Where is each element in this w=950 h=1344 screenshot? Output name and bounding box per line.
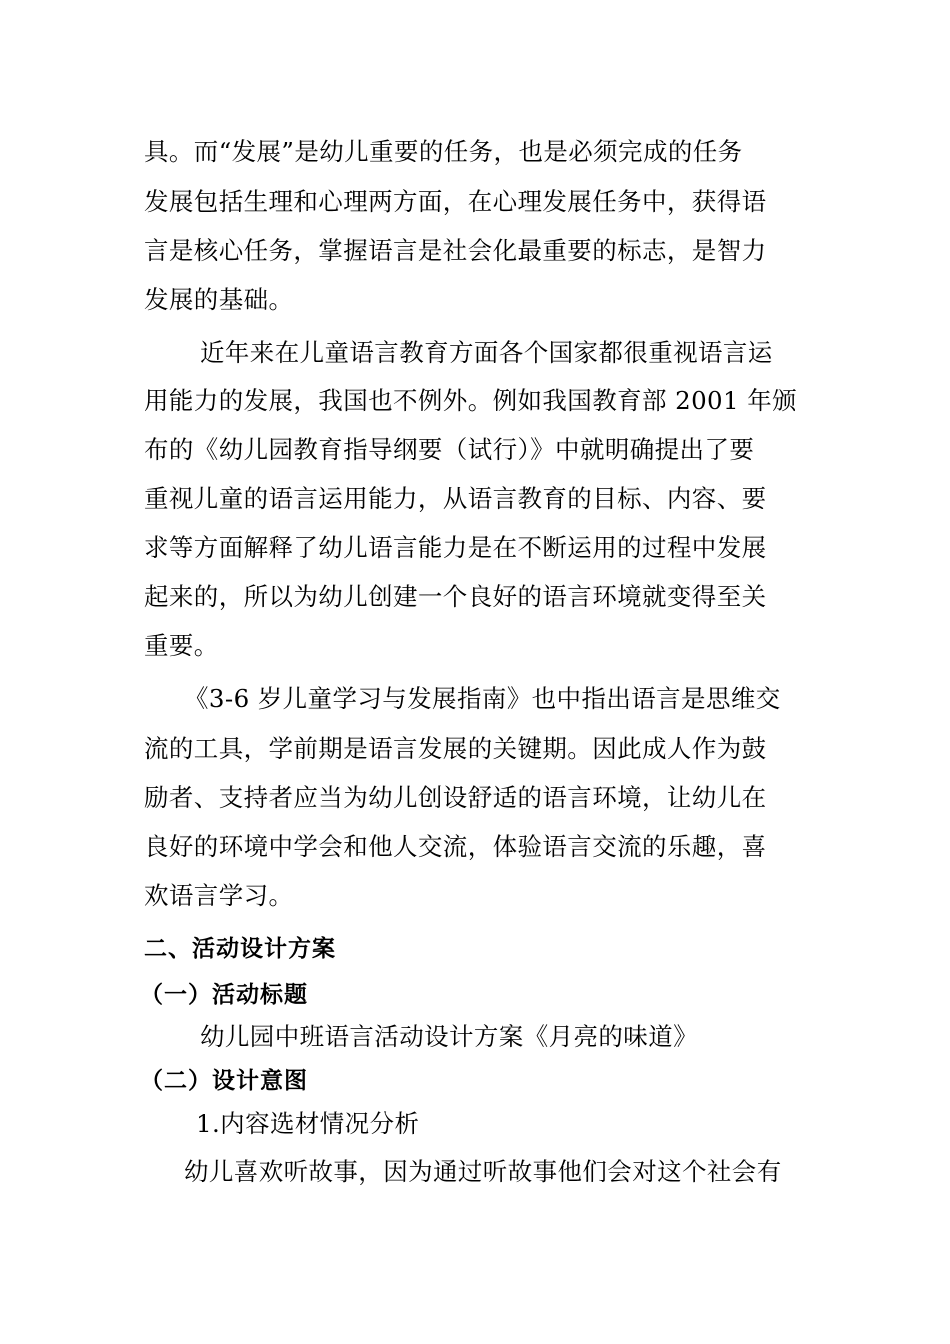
item-heading: 1.内容选材情况分析 (196, 1109, 420, 1138)
body-line: 起来的，所以为幼儿创建一个良好的语言环境就变得至关 (144, 582, 767, 611)
body-line: 发展包括生理和心理两方面，在心理发展任务中，获得语 (144, 187, 767, 216)
body-line: 重要。 (144, 631, 219, 660)
body-line: 求等方面解释了幼儿语言能力是在不断运用的过程中发展 (144, 533, 767, 562)
subsection-heading: （二）设计意图 (140, 1068, 308, 1094)
body-line: 近年来在儿童语言教育方面各个国家都很重视语言运 (200, 338, 773, 367)
body-line: 《3-6 岁儿童学习与发展指南》也中指出语言是思维交 (184, 684, 781, 713)
body-line: 重视儿童的语言运用能力，从语言教育的目标、内容、要 (144, 484, 767, 513)
activity-title: 幼儿园中班语言活动设计方案《月亮的味道》 (200, 1022, 698, 1051)
body-line: 励者、支持者应当为幼儿创设舒适的语言环境，让幼儿在 (144, 783, 767, 812)
body-line: 发展的基础。 (144, 285, 294, 314)
body-line: 布的《幼儿园教育指导纲要（试行）》中就明确提出了要 (144, 435, 755, 464)
body-line: 具。而“发展”是幼儿重要的任务，也是必须完成的任务 (144, 137, 743, 166)
body-line: 良好的环境中学会和他人交流，体验语言交流的乐趣，喜 (144, 832, 767, 861)
section-heading: 二、活动设计方案 (144, 936, 336, 962)
body-line: 幼儿喜欢听故事，因为通过听故事他们会对这个社会有 (184, 1157, 782, 1186)
body-line: 言是核心任务，掌握语言是社会化最重要的标志，是智力 (144, 236, 767, 265)
body-line: 欢语言学习。 (144, 881, 294, 910)
body-line: 用能力的发展，我国也不例外。例如我国教育部 2001 年颁 (144, 386, 798, 415)
body-line: 流的工具，学前期是语言发展的关键期。因此成人作为鼓 (144, 734, 767, 763)
subsection-heading: （一）活动标题 (140, 982, 308, 1008)
